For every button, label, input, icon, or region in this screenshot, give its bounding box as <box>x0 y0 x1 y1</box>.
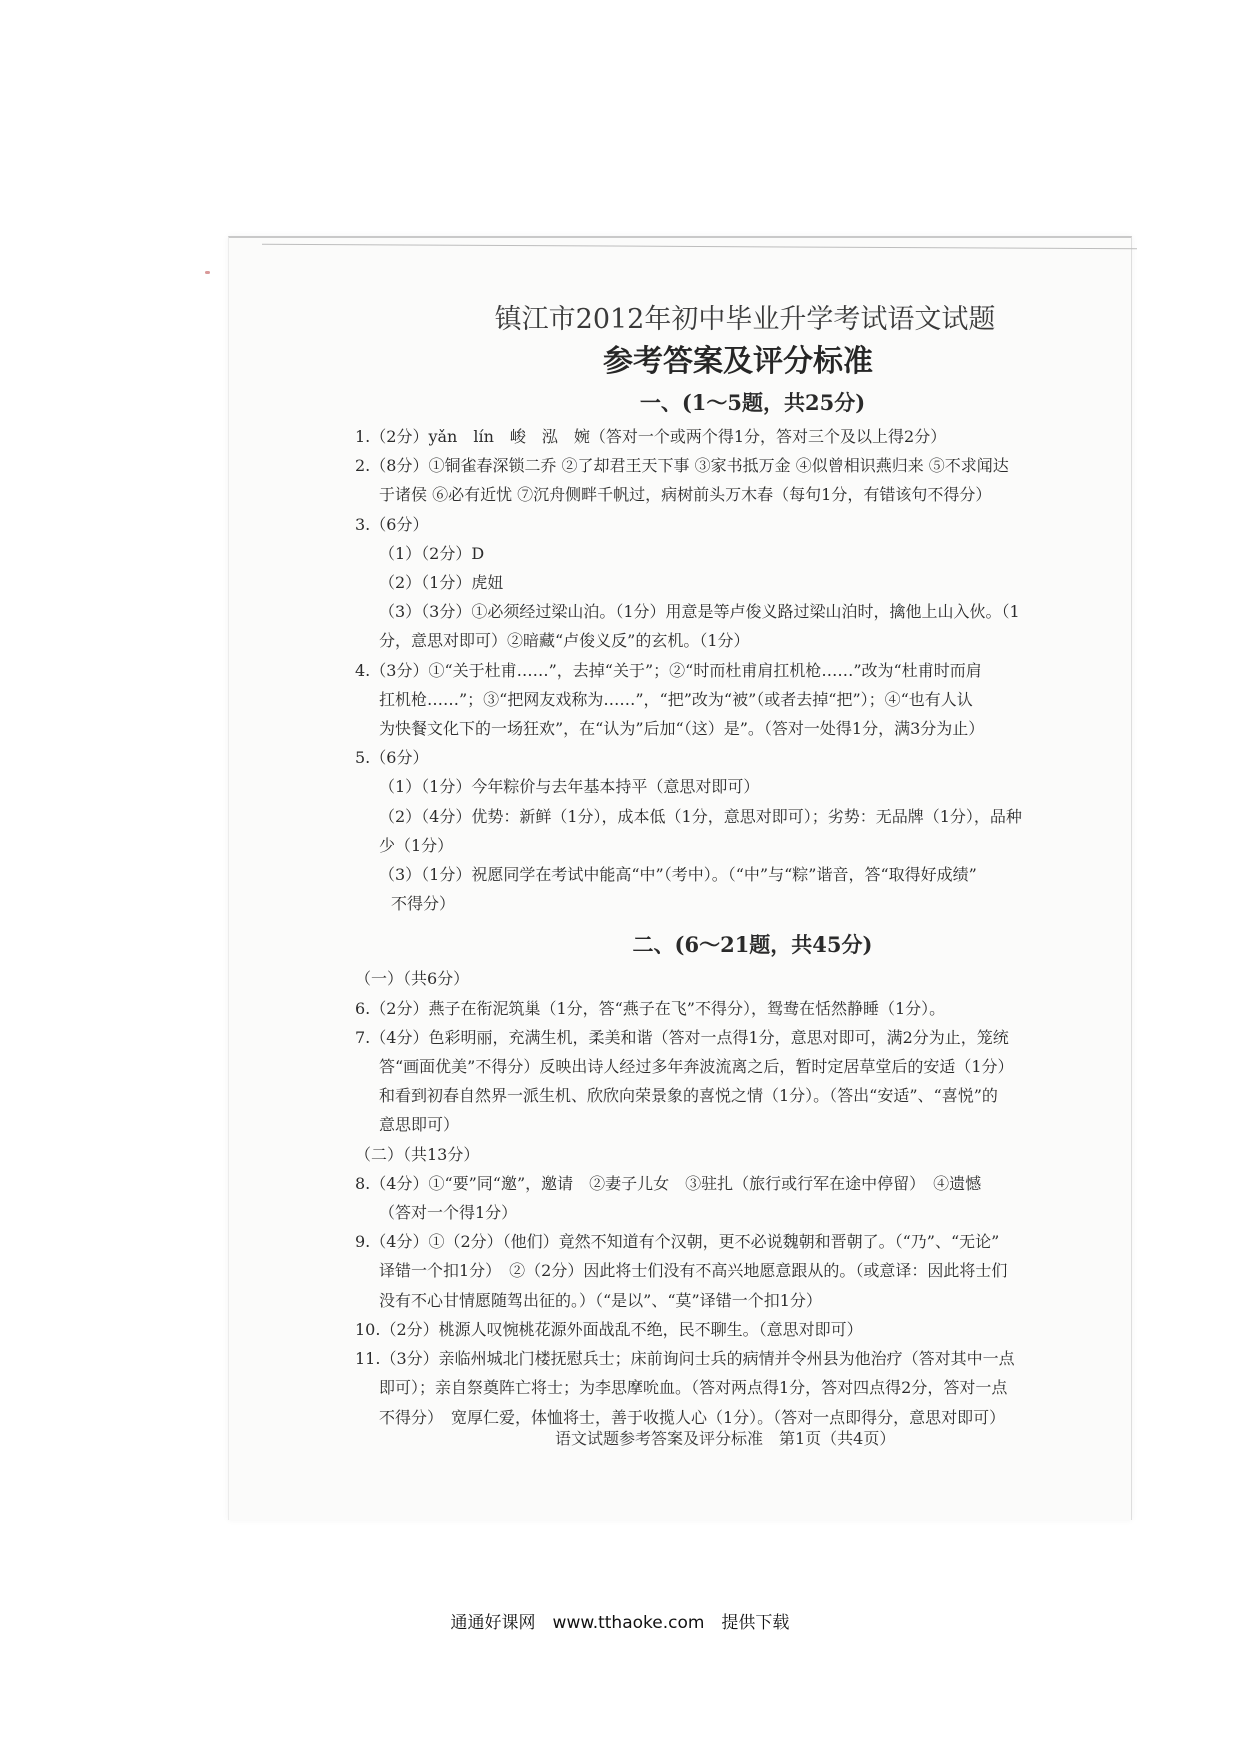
answer-line: （答对一个得1分） <box>379 1203 518 1223</box>
answer-line: 6.（2分）燕子在衔泥筑巢（1分，答“燕子在飞”不得分），鸳鸯在恬然静睡（1分）。 <box>355 998 946 1018</box>
answer-line: 4.（3分）①“关于杜甫……”，去掉“关于”；②“时而杜甫肩扛机枪……”改为“杜甫时而肩 <box>355 660 982 680</box>
answer-line: 5.（6分） <box>355 748 429 768</box>
answer-line: 不得分） <box>391 894 456 914</box>
section-one-heading: 一、(1～5题，共25分) <box>639 390 866 415</box>
answer-line: 译错一个扣1分） ②（2分）因此将士们没有不高兴地愿意跟从的。（或意译：因此将士们 <box>379 1261 1008 1281</box>
answer-line: （一）（共6分） <box>355 969 470 989</box>
answer-line: 8.（4分）①“要”同“邀”，邀请 ②妻子儿女 ③驻扎（旅行或行军在途中停留） ④遗憾 <box>355 1173 982 1193</box>
answer-line: 少（1分） <box>379 835 454 855</box>
answer-line: 7.（4分）色彩明丽，充满生机，柔美和谐（答对一点得1分，意思对即可，满2分为止，笼统 <box>355 1027 1009 1047</box>
exam-subtitle: 参考答案及评分标准 <box>603 344 873 379</box>
answer-line: 即可）；亲自祭奠阵亡将士；为李思摩吮血。（答对两点得1分，答对四点得2分，答对一点 <box>379 1378 1008 1398</box>
answer-line: 分，意思对即可）②暗藏“卢俊义反”的玄机。（1分） <box>379 631 750 651</box>
page-footer: 语文试题参考答案及评分标准 第1页（共4页） <box>555 1429 896 1448</box>
answer-line: 答“画面优美”不得分）反映出诗人经过多年奔波流离之后，暂时定居草堂后的安适（1分） <box>379 1057 1014 1077</box>
exam-title: 镇江市2012年初中毕业升学考试语文试题 <box>494 304 996 335</box>
answer-line: （1）（1分）今年粽价与去年基本持平（意思对即可） <box>379 777 760 797</box>
answer-line: （1）（2分）D <box>379 543 485 563</box>
answer-line: （二）（共13分） <box>355 1144 480 1164</box>
scan-speck <box>205 271 210 274</box>
answer-line: （3）（3分）①必须经过梁山泊。（1分）用意是等卢俊义路过梁山泊时，擒他上山入伙。（1 <box>379 602 1020 622</box>
answer-line: 和看到初春自然界一派生机、欣欣向荣景象的喜悦之情（1分）。（答出“安适”、“喜悦”的 <box>379 1086 998 1106</box>
answer-line: 扛机枪……”；③“把网友戏称为……”，“把”改为“被”（或者去掉“把”）；④“也有人认 <box>379 689 973 709</box>
answer-line: 9.（4分）①（2分）（他们）竟然不知道有个汉朝，更不必说魏朝和晋朝了。（“乃”、“无论” <box>355 1232 1000 1252</box>
answer-line: 为快餐文化下的一场狂欢”，在“认为”后加“（这）是”。（答对一处得1分，满3分为止） <box>379 719 985 739</box>
answer-line: 意思即可） <box>379 1115 460 1135</box>
answer-line: 2.（8分）①铜雀春深锁二乔 ②了却君王天下事 ③家书抵万金 ④似曾相识燕归来 ⑤不求闻达 <box>355 456 1009 476</box>
answer-line: 3.（6分） <box>355 514 429 534</box>
download-credit: 通通好课网 www.tthaoke.com 提供下载 <box>450 1613 790 1633</box>
answer-line: 1.（2分）yǎn lín 峻 泓 婉（答对一个或两个得1分，答对三个及以上得2分） <box>355 427 947 446</box>
answer-content <box>355 300 1095 1432</box>
section-two-heading: 二、(6～21题，共45分) <box>632 932 873 958</box>
answer-line: （2）（4分）优势：新鲜（1分），成本低（1分，意思对即可）；劣势：无品牌（1分），品种 <box>379 806 1022 826</box>
answer-line: （2）（1分）虎妞 <box>379 573 504 593</box>
answer-line: 11.（3分）亲临州城北门楼抚慰兵士；床前询问士兵的病情并令州县为他治疗（答对其中一点 <box>355 1349 1015 1369</box>
answer-line: 10.（2分）桃源人叹惋桃花源外面战乱不绝，民不聊生。（意思对即可） <box>355 1319 863 1339</box>
answer-line: 于诸侯 ⑥必有近忧 ⑦沉舟侧畔千帆过，病树前头万木春（每句1分，有错该句不得分） <box>379 485 992 505</box>
answer-line: 不得分） 宽厚仁爱，体恤将士，善于收揽人心（1分）。（答对一点即得分，意思对即可） <box>379 1407 1006 1427</box>
answer-line: 没有不心甘情愿随驾出征的。）（“是以”、“莫”译错一个扣1分） <box>379 1290 822 1310</box>
answer-line: （3）（1分）祝愿同学在考试中能高“中”（考中）。（“中”与“粽”谐音，答“取得好成绩” <box>379 865 977 885</box>
